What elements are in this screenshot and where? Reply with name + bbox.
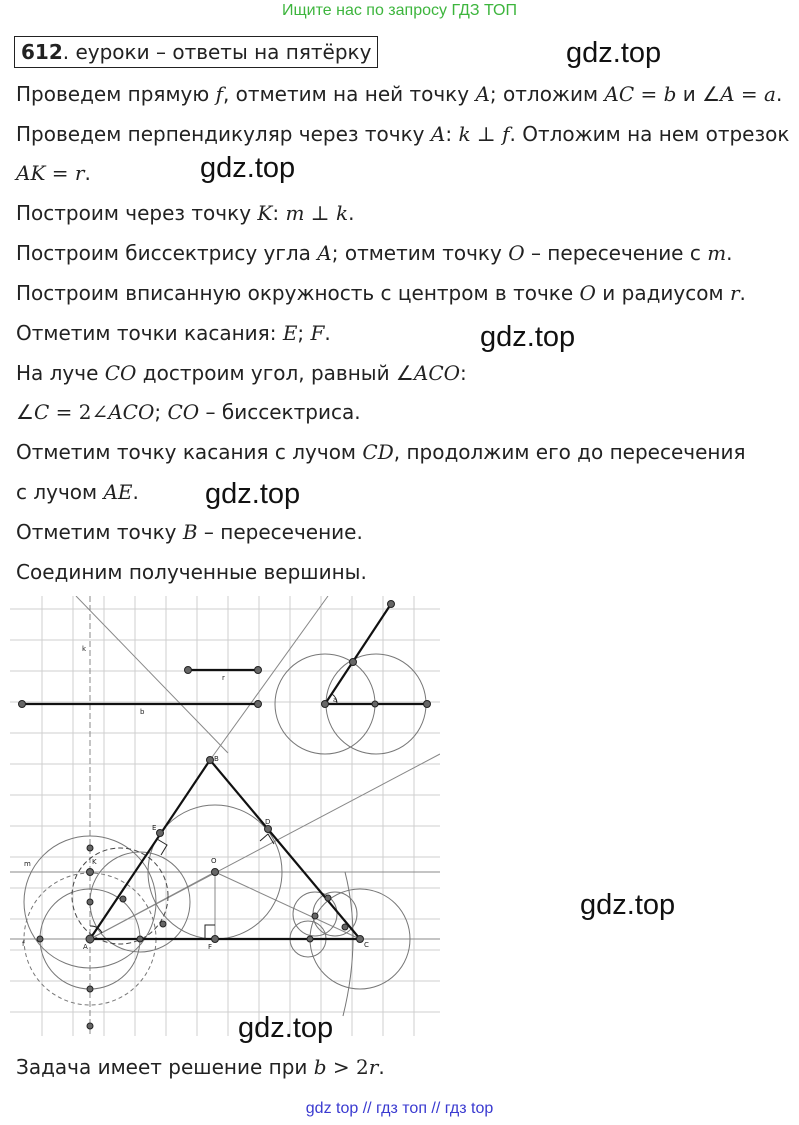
task-title: . еуроки – ответы на пятёрку <box>62 40 372 64</box>
label-k: k <box>82 645 87 653</box>
point <box>350 659 357 666</box>
point-O <box>212 869 219 876</box>
segment-OC <box>215 872 360 939</box>
footer-links[interactable]: gdz top // гдз топ // гдз top <box>305 1100 494 1117</box>
label-b: b <box>140 708 145 716</box>
watermark: gdz.top <box>480 321 576 353</box>
point <box>307 936 313 942</box>
point-C <box>357 936 364 943</box>
point-E <box>157 830 164 837</box>
point <box>255 701 262 708</box>
point <box>388 601 395 608</box>
solution-line-2: Проведем перпендикуляр через точку A: k ⊥ f. Отложим на нем отрезок <box>16 122 790 146</box>
point <box>372 701 378 707</box>
watermark: gdz.top <box>580 889 676 921</box>
point <box>19 701 26 708</box>
label-r: r <box>222 674 225 682</box>
point <box>37 936 43 942</box>
solution-line-12: Отметим точку B – пересечение. <box>16 520 363 544</box>
point-K <box>87 869 94 876</box>
solution-line-5: Построим биссектрису угла A; отметим точку O – пересечение с m. <box>16 241 733 265</box>
watermark: gdz.top <box>205 478 301 510</box>
watermark: gdz.top <box>238 1012 334 1044</box>
solution-line-7: Отметим точки касания: E; F. <box>16 321 331 345</box>
point <box>87 899 93 905</box>
watermark: gdz.top <box>566 37 662 69</box>
solution-line-4: Построим через точку K: m ⊥ k. <box>16 201 355 225</box>
point-D <box>265 826 272 833</box>
point-F <box>212 936 219 943</box>
label-A: A <box>83 943 88 951</box>
point-B <box>207 757 214 764</box>
point <box>87 986 93 992</box>
solution-line-8: На луче CO достроим угол, равный ∠ACO: <box>16 361 467 385</box>
solution-line-11: с лучом AE. <box>16 480 139 504</box>
label-O: O <box>211 857 217 865</box>
side-BC <box>210 760 360 939</box>
ray-AE-ext <box>76 596 228 753</box>
label-D: D <box>265 818 271 826</box>
point <box>312 913 318 919</box>
label-m: m <box>24 860 31 868</box>
label-K: K <box>92 858 97 866</box>
point <box>185 667 192 674</box>
label-f: f <box>22 940 25 948</box>
solution-line-9: ∠C = 2∠ACO; CO – биссектриса. <box>16 400 361 424</box>
point <box>87 1023 93 1029</box>
point <box>120 896 126 902</box>
task-number: 612 <box>21 40 63 64</box>
label-F: F <box>208 943 213 951</box>
point <box>342 924 348 930</box>
search-banner: Ищите нас по запросу ГДЗ ТОП <box>282 2 517 19</box>
point <box>424 701 431 708</box>
label-B: B <box>214 755 219 763</box>
solution-conclusion: Задача имеет решение при b > 2r. <box>16 1055 385 1079</box>
point <box>255 667 262 674</box>
point <box>325 895 331 901</box>
point <box>160 921 166 927</box>
point <box>87 845 93 851</box>
label-E: E <box>152 824 157 832</box>
solution-line-3: AK = r. <box>16 161 91 185</box>
task-header <box>14 36 378 68</box>
grid <box>10 596 440 1036</box>
solution-line-13: Соединим полученные вершины. <box>16 560 367 584</box>
watermark: gdz.top <box>200 152 296 184</box>
solution-line-6: Построим вписанную окружность с центром в точке O и радиусом r. <box>16 281 746 305</box>
point <box>322 701 329 708</box>
solution-line-10: Отметим точку касания с лучом CD, продолжим его до пересечения <box>16 440 746 464</box>
label-C: C <box>364 941 369 949</box>
label-a: a <box>333 696 338 704</box>
point-A <box>86 935 94 943</box>
point <box>137 936 143 942</box>
solution-line-1: Проведем прямую f, отметим на ней точку A; отложим AC = b и ∠A = a. <box>16 82 783 106</box>
construction-figure <box>10 596 440 1036</box>
